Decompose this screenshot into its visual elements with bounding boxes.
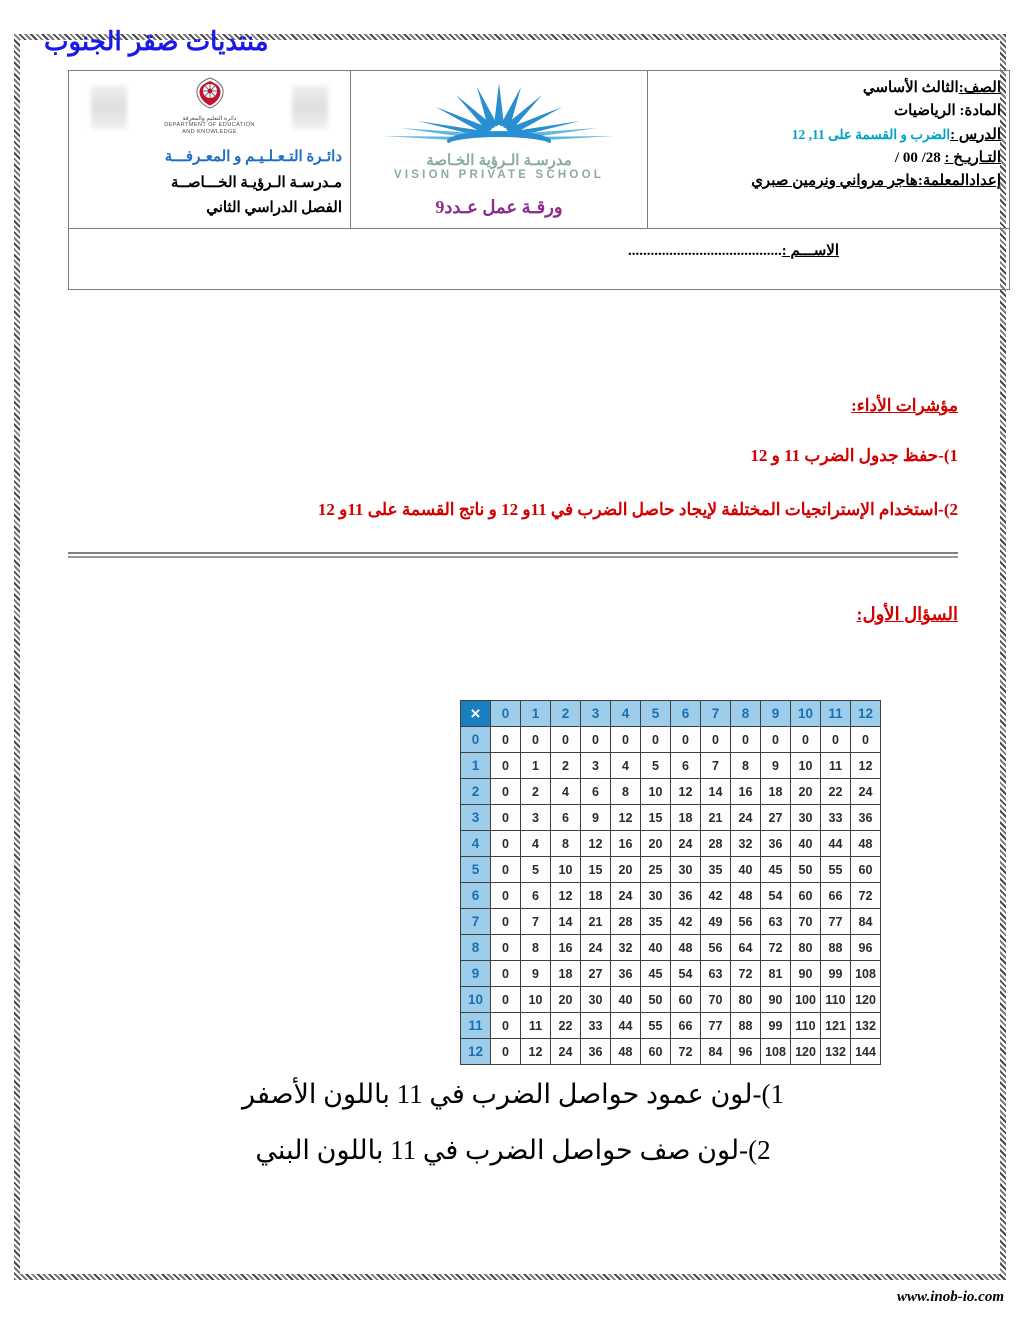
mult-row-header: 4: [461, 831, 491, 857]
scan-smudge-right: [292, 85, 328, 129]
mult-col-header: 2: [551, 701, 581, 727]
doe-block: [77, 77, 342, 222]
mult-cell[interactable]: 0: [491, 987, 521, 1013]
mult-cell[interactable]: 66: [671, 1013, 701, 1039]
mult-col-header: 6: [671, 701, 701, 727]
mult-cell[interactable]: 96: [731, 1039, 761, 1065]
teacher-label: إعدادالمعلمة:: [917, 173, 1001, 189]
mult-cell[interactable]: 36: [851, 805, 881, 831]
mult-cell[interactable]: 110: [791, 1013, 821, 1039]
header-row: [69, 71, 1010, 229]
mult-cell[interactable]: 2: [551, 753, 581, 779]
mult-col-header: 5: [641, 701, 671, 727]
indicators-title: مؤشرات الأداء:: [851, 396, 958, 415]
falcon-emblem-icon: [193, 77, 227, 109]
name-row: [69, 228, 1010, 289]
header-table: [68, 70, 1010, 290]
forum-watermark: منتديات صقر الجنوب: [44, 26, 269, 56]
mult-cell[interactable]: 0: [581, 727, 611, 753]
mult-cell[interactable]: 120: [851, 987, 881, 1013]
mult-cell[interactable]: 0: [641, 727, 671, 753]
mult-cell[interactable]: 24: [551, 1039, 581, 1065]
mult-cell[interactable]: 18: [581, 883, 611, 909]
task-list: [68, 1074, 958, 1186]
student-name-dots: .........................................: [628, 242, 782, 259]
mult-cell[interactable]: 0: [701, 727, 731, 753]
mult-col-header: 10: [791, 701, 821, 727]
mult-cell[interactable]: 27: [581, 961, 611, 987]
mult-cell[interactable]: 30: [791, 805, 821, 831]
mult-cell[interactable]: 5: [521, 857, 551, 883]
sunburst-logo-icon: [374, 81, 624, 155]
indicator-item-1: 1)-حفظ جدول الضرب 11 و 12: [750, 446, 958, 465]
mult-col-header: 9: [761, 701, 791, 727]
mult-cell[interactable]: 27: [761, 805, 791, 831]
term-line: الفصل الدراسي الثاني: [206, 200, 342, 216]
mult-cell[interactable]: 100: [791, 987, 821, 1013]
mult-cell[interactable]: 32: [731, 831, 761, 857]
mult-col-header: 11: [821, 701, 851, 727]
mult-cell[interactable]: 20: [641, 831, 671, 857]
mult-cell[interactable]: 20: [611, 857, 641, 883]
mult-cell[interactable]: 12: [851, 753, 881, 779]
mult-cell[interactable]: 6: [581, 779, 611, 805]
mult-cell[interactable]: 8: [551, 831, 581, 857]
mult-cell[interactable]: 0: [791, 727, 821, 753]
mult-row: [461, 753, 881, 779]
mult-cell[interactable]: 35: [701, 857, 731, 883]
mult-col-header: 1: [521, 701, 551, 727]
mult-cell[interactable]: 18: [551, 961, 581, 987]
mult-cell[interactable]: 60: [641, 1039, 671, 1065]
mult-cell[interactable]: 84: [701, 1039, 731, 1065]
mult-row: [461, 1039, 881, 1065]
mult-cell[interactable]: 12: [671, 779, 701, 805]
mult-cell[interactable]: 35: [641, 909, 671, 935]
school-logo-cell: [351, 71, 648, 229]
multiplication-table[interactable]: [460, 700, 881, 1065]
mult-cell[interactable]: 0: [761, 727, 791, 753]
mult-cell[interactable]: 48: [611, 1039, 641, 1065]
scan-smudge-left: [91, 85, 127, 129]
mult-col-header: 0: [491, 701, 521, 727]
mult-cell[interactable]: 10: [791, 753, 821, 779]
teacher-line: [656, 170, 1001, 193]
mult-cell[interactable]: 1: [521, 753, 551, 779]
mult-cell[interactable]: 0: [731, 727, 761, 753]
mult-cell[interactable]: 0: [851, 727, 881, 753]
mult-cell[interactable]: 2: [521, 779, 551, 805]
mult-cell[interactable]: 70: [701, 987, 731, 1013]
mult-cell[interactable]: 72: [761, 935, 791, 961]
class-info-cell: [648, 71, 1010, 229]
mult-col-header: 3: [581, 701, 611, 727]
mult-cell[interactable]: 30: [581, 987, 611, 1013]
mult-cell[interactable]: 33: [821, 805, 851, 831]
doe-arabic-caption: دائرة التعليم والمعرفة: [182, 116, 237, 122]
mult-cell[interactable]: 49: [701, 909, 731, 935]
mult-cell[interactable]: 6: [551, 805, 581, 831]
mult-cell[interactable]: 110: [821, 987, 851, 1013]
mult-cell[interactable]: 7: [521, 909, 551, 935]
mult-cell[interactable]: 108: [851, 961, 881, 987]
mult-row-header: 12: [461, 1039, 491, 1065]
mult-cell[interactable]: 60: [791, 883, 821, 909]
mult-cell[interactable]: 70: [791, 909, 821, 935]
mult-cell[interactable]: 0: [491, 961, 521, 987]
mult-cell[interactable]: 5: [641, 753, 671, 779]
mult-cell[interactable]: 45: [761, 857, 791, 883]
mult-cell[interactable]: 81: [761, 961, 791, 987]
mult-row: [461, 857, 881, 883]
mult-cell[interactable]: 12: [551, 883, 581, 909]
subject-value: الرياضيات: [894, 103, 956, 120]
mult-cell[interactable]: 88: [821, 935, 851, 961]
doe-english-caption-line2: AND KNOWLEDGE: [182, 128, 237, 135]
mult-cell[interactable]: 63: [701, 961, 731, 987]
mult-col-header: 8: [731, 701, 761, 727]
mult-cell[interactable]: 132: [821, 1039, 851, 1065]
mult-cell[interactable]: 3: [581, 753, 611, 779]
mult-cell[interactable]: 0: [491, 805, 521, 831]
mult-cell[interactable]: 4: [521, 831, 551, 857]
mult-cell[interactable]: 0: [671, 727, 701, 753]
mult-cell[interactable]: 36: [671, 883, 701, 909]
mult-cell[interactable]: 64: [731, 935, 761, 961]
mult-cell[interactable]: 11: [821, 753, 851, 779]
performance-indicators: [68, 396, 958, 558]
mult-cell[interactable]: 11: [521, 1013, 551, 1039]
mult-cell[interactable]: 14: [551, 909, 581, 935]
mult-cell[interactable]: 12: [611, 805, 641, 831]
mult-cell[interactable]: 72: [731, 961, 761, 987]
mult-cell[interactable]: 16: [731, 779, 761, 805]
task-item-1: 1)-لون عمود حواصل الضرب في 11 باللون الأصفر: [242, 1079, 784, 1109]
mult-cell[interactable]: 15: [641, 805, 671, 831]
mult-cell[interactable]: 121: [821, 1013, 851, 1039]
mult-col-header: 4: [611, 701, 641, 727]
mult-cell[interactable]: 4: [611, 753, 641, 779]
school-logo-english-name: VISION PRIVATE SCHOOL: [394, 169, 604, 181]
mult-row-header: 11: [461, 1013, 491, 1039]
mult-cell[interactable]: 42: [701, 883, 731, 909]
mult-cell[interactable]: 28: [611, 909, 641, 935]
mult-cell[interactable]: 40: [611, 987, 641, 1013]
mult-cell[interactable]: 9: [521, 961, 551, 987]
site-watermark: www.inob-io.com: [897, 1289, 1004, 1305]
mult-cell[interactable]: 24: [851, 779, 881, 805]
mult-cell[interactable]: 24: [671, 831, 701, 857]
mult-cell[interactable]: 20: [791, 779, 821, 805]
mult-row: [461, 935, 881, 961]
mult-row-header: 5: [461, 857, 491, 883]
mult-cell[interactable]: 16: [551, 935, 581, 961]
mult-cell[interactable]: 0: [491, 831, 521, 857]
authority-cell: [69, 71, 351, 229]
mult-cell[interactable]: 63: [761, 909, 791, 935]
task-item-2: 2)-لون صف حواصل الضرب في 11 باللون البني: [255, 1134, 771, 1165]
mult-row-header: 2: [461, 779, 491, 805]
mult-cell[interactable]: 55: [821, 857, 851, 883]
mult-row-header: 8: [461, 935, 491, 961]
mult-cell[interactable]: 144: [851, 1039, 881, 1065]
mult-cell[interactable]: 21: [701, 805, 731, 831]
mult-cell[interactable]: 56: [731, 909, 761, 935]
mult-cell[interactable]: 4: [551, 779, 581, 805]
mult-cell[interactable]: 48: [731, 883, 761, 909]
mult-col-header: 7: [701, 701, 731, 727]
subject-label: المادة:: [959, 103, 1001, 120]
mult-row-header: 0: [461, 727, 491, 753]
grade-line: [656, 77, 1001, 100]
mult-cell[interactable]: 6: [521, 883, 551, 909]
mult-cell[interactable]: 10: [521, 987, 551, 1013]
subject-line: [656, 100, 1001, 123]
mult-cell[interactable]: 18: [671, 805, 701, 831]
mult-cell[interactable]: 55: [641, 1013, 671, 1039]
mult-cell[interactable]: 0: [821, 727, 851, 753]
date-line: [656, 147, 1001, 170]
mult-cell[interactable]: 90: [791, 961, 821, 987]
date-value: 28/ 00 /: [894, 149, 941, 166]
mult-cell[interactable]: 0: [491, 935, 521, 961]
mult-cell[interactable]: 99: [821, 961, 851, 987]
mult-cell[interactable]: 120: [791, 1039, 821, 1065]
doe-logo-center: [145, 77, 275, 136]
mult-cell[interactable]: 6: [671, 753, 701, 779]
department-line: دائـرة التـعـلـيـم و المعـرفـــة: [164, 149, 342, 165]
mult-row-header: 3: [461, 805, 491, 831]
mult-row: [461, 987, 881, 1013]
mult-cell[interactable]: 77: [821, 909, 851, 935]
question-one-title: السؤال الأول:: [856, 604, 958, 624]
mult-cell[interactable]: 36: [761, 831, 791, 857]
date-label: التـاريـخ :: [944, 149, 1001, 166]
mult-cell[interactable]: 96: [851, 935, 881, 961]
worksheet-content: [28, 44, 1001, 1272]
mult-cell[interactable]: 0: [551, 727, 581, 753]
name-field-cell: [69, 228, 1010, 289]
mult-col-header: 12: [851, 701, 881, 727]
mult-cell[interactable]: 54: [671, 961, 701, 987]
mult-cell[interactable]: 32: [611, 935, 641, 961]
mult-cell[interactable]: 30: [671, 857, 701, 883]
mult-row: [461, 883, 881, 909]
grade-value: الثالث الأساسي: [862, 80, 959, 96]
mult-row-header: 7: [461, 909, 491, 935]
student-name-field[interactable]: [79, 241, 999, 260]
mult-cell[interactable]: 9: [761, 753, 791, 779]
mult-cell[interactable]: 80: [791, 935, 821, 961]
mult-row-header: 1: [461, 753, 491, 779]
mult-cell[interactable]: 8: [611, 779, 641, 805]
mult-cell[interactable]: 18: [761, 779, 791, 805]
mult-cell[interactable]: 54: [761, 883, 791, 909]
mult-cell[interactable]: 3: [521, 805, 551, 831]
mult-cell[interactable]: 30: [641, 883, 671, 909]
mult-cell[interactable]: 0: [611, 727, 641, 753]
mult-cell[interactable]: 60: [851, 857, 881, 883]
mult-cell[interactable]: 0: [491, 1013, 521, 1039]
lesson-value: الضرب و القسمة على 11, 12: [791, 126, 951, 142]
lesson-label: الدرس :: [950, 126, 1001, 143]
mult-cell[interactable]: 36: [581, 1039, 611, 1065]
mult-cell[interactable]: 56: [701, 935, 731, 961]
mult-cell[interactable]: 48: [851, 831, 881, 857]
doe-logo-wrap: [77, 77, 342, 139]
mult-cell[interactable]: 24: [581, 935, 611, 961]
mult-row: [461, 961, 881, 987]
mult-row: [461, 909, 881, 935]
mult-cell[interactable]: 132: [851, 1013, 881, 1039]
mult-corner-cell: ×: [461, 701, 491, 727]
mult-cell[interactable]: 50: [641, 987, 671, 1013]
lesson-line: [656, 124, 1001, 147]
mult-cell[interactable]: 40: [641, 935, 671, 961]
teacher-value: هاجر مرواني ونرمين صبري: [751, 173, 918, 189]
mult-cell[interactable]: 40: [731, 857, 761, 883]
mult-cell[interactable]: 15: [581, 857, 611, 883]
mult-row: [461, 727, 881, 753]
school-logo-arabic-name: مدرسـة الـرؤية الخـاصة: [426, 152, 572, 169]
mult-cell[interactable]: 80: [731, 987, 761, 1013]
mult-cell[interactable]: 45: [641, 961, 671, 987]
mult-cell[interactable]: 99: [761, 1013, 791, 1039]
mult-cell[interactable]: 24: [731, 805, 761, 831]
indicator-item-2: 2)-استخدام الإستراتجيات المختلفة لإيجاد حاصل الضرب في 11و 12 و ناتج القسمة على 11و 12: [317, 499, 958, 519]
mult-cell[interactable]: 0: [491, 727, 521, 753]
mult-cell[interactable]: 60: [671, 987, 701, 1013]
mult-cell[interactable]: 22: [821, 779, 851, 805]
mult-cell[interactable]: 88: [731, 1013, 761, 1039]
mult-cell[interactable]: 9: [581, 805, 611, 831]
mult-cell[interactable]: 8: [521, 935, 551, 961]
mult-cell[interactable]: 22: [551, 1013, 581, 1039]
mult-cell[interactable]: 50: [791, 857, 821, 883]
mult-cell[interactable]: 84: [851, 909, 881, 935]
mult-cell[interactable]: 12: [581, 831, 611, 857]
grade-label: الصف:: [958, 80, 1001, 96]
mult-cell[interactable]: 12: [521, 1039, 551, 1065]
mult-cell[interactable]: 0: [491, 909, 521, 935]
mult-cell[interactable]: 72: [671, 1039, 701, 1065]
mult-cell[interactable]: 16: [611, 831, 641, 857]
mult-row-header: 6: [461, 883, 491, 909]
mult-row: [461, 805, 881, 831]
mult-cell[interactable]: 90: [761, 987, 791, 1013]
mult-cell[interactable]: 33: [581, 1013, 611, 1039]
mult-cell[interactable]: 7: [701, 753, 731, 779]
mult-cell[interactable]: 77: [701, 1013, 731, 1039]
mult-cell[interactable]: 66: [821, 883, 851, 909]
student-name-label: الاســـم :: [781, 242, 839, 259]
worksheet-title: ورقـة عمل عـدد9: [435, 197, 563, 217]
mult-cell[interactable]: 25: [641, 857, 671, 883]
mult-cell[interactable]: 44: [821, 831, 851, 857]
mult-cell[interactable]: 0: [491, 857, 521, 883]
mult-cell[interactable]: 14: [701, 779, 731, 805]
mult-cell[interactable]: 48: [671, 935, 701, 961]
mult-cell[interactable]: 0: [491, 1039, 521, 1065]
school-name-line: مـدرسـة الـرؤيـة الخـــاصــة: [170, 174, 342, 191]
mult-header-row: [461, 701, 881, 727]
mult-cell[interactable]: 72: [851, 883, 881, 909]
mult-cell[interactable]: 44: [611, 1013, 641, 1039]
mult-row: [461, 831, 881, 857]
mult-cell[interactable]: 24: [611, 883, 641, 909]
logo-block: [359, 77, 639, 218]
doe-english-caption-line1: DEPARTMENT OF EDUCATION: [164, 122, 255, 128]
mult-cell[interactable]: 21: [581, 909, 611, 935]
mult-cell[interactable]: 40: [791, 831, 821, 857]
mult-row-header: 9: [461, 961, 491, 987]
mult-cell[interactable]: 0: [521, 727, 551, 753]
mult-cell[interactable]: 0: [491, 779, 521, 805]
mult-row: [461, 1013, 881, 1039]
mult-cell[interactable]: 0: [491, 753, 521, 779]
multiplication-table-wrap: [454, 694, 887, 1071]
mult-cell[interactable]: 108: [761, 1039, 791, 1065]
mult-cell[interactable]: 36: [611, 961, 641, 987]
mult-row: [461, 779, 881, 805]
mult-cell[interactable]: 20: [551, 987, 581, 1013]
mult-row-header: 10: [461, 987, 491, 1013]
mult-cell[interactable]: 42: [671, 909, 701, 935]
mult-cell[interactable]: 10: [551, 857, 581, 883]
mult-cell[interactable]: 10: [641, 779, 671, 805]
mult-cell[interactable]: 0: [491, 883, 521, 909]
mult-cell[interactable]: 28: [701, 831, 731, 857]
mult-cell[interactable]: 8: [731, 753, 761, 779]
section-separator: [68, 552, 958, 558]
